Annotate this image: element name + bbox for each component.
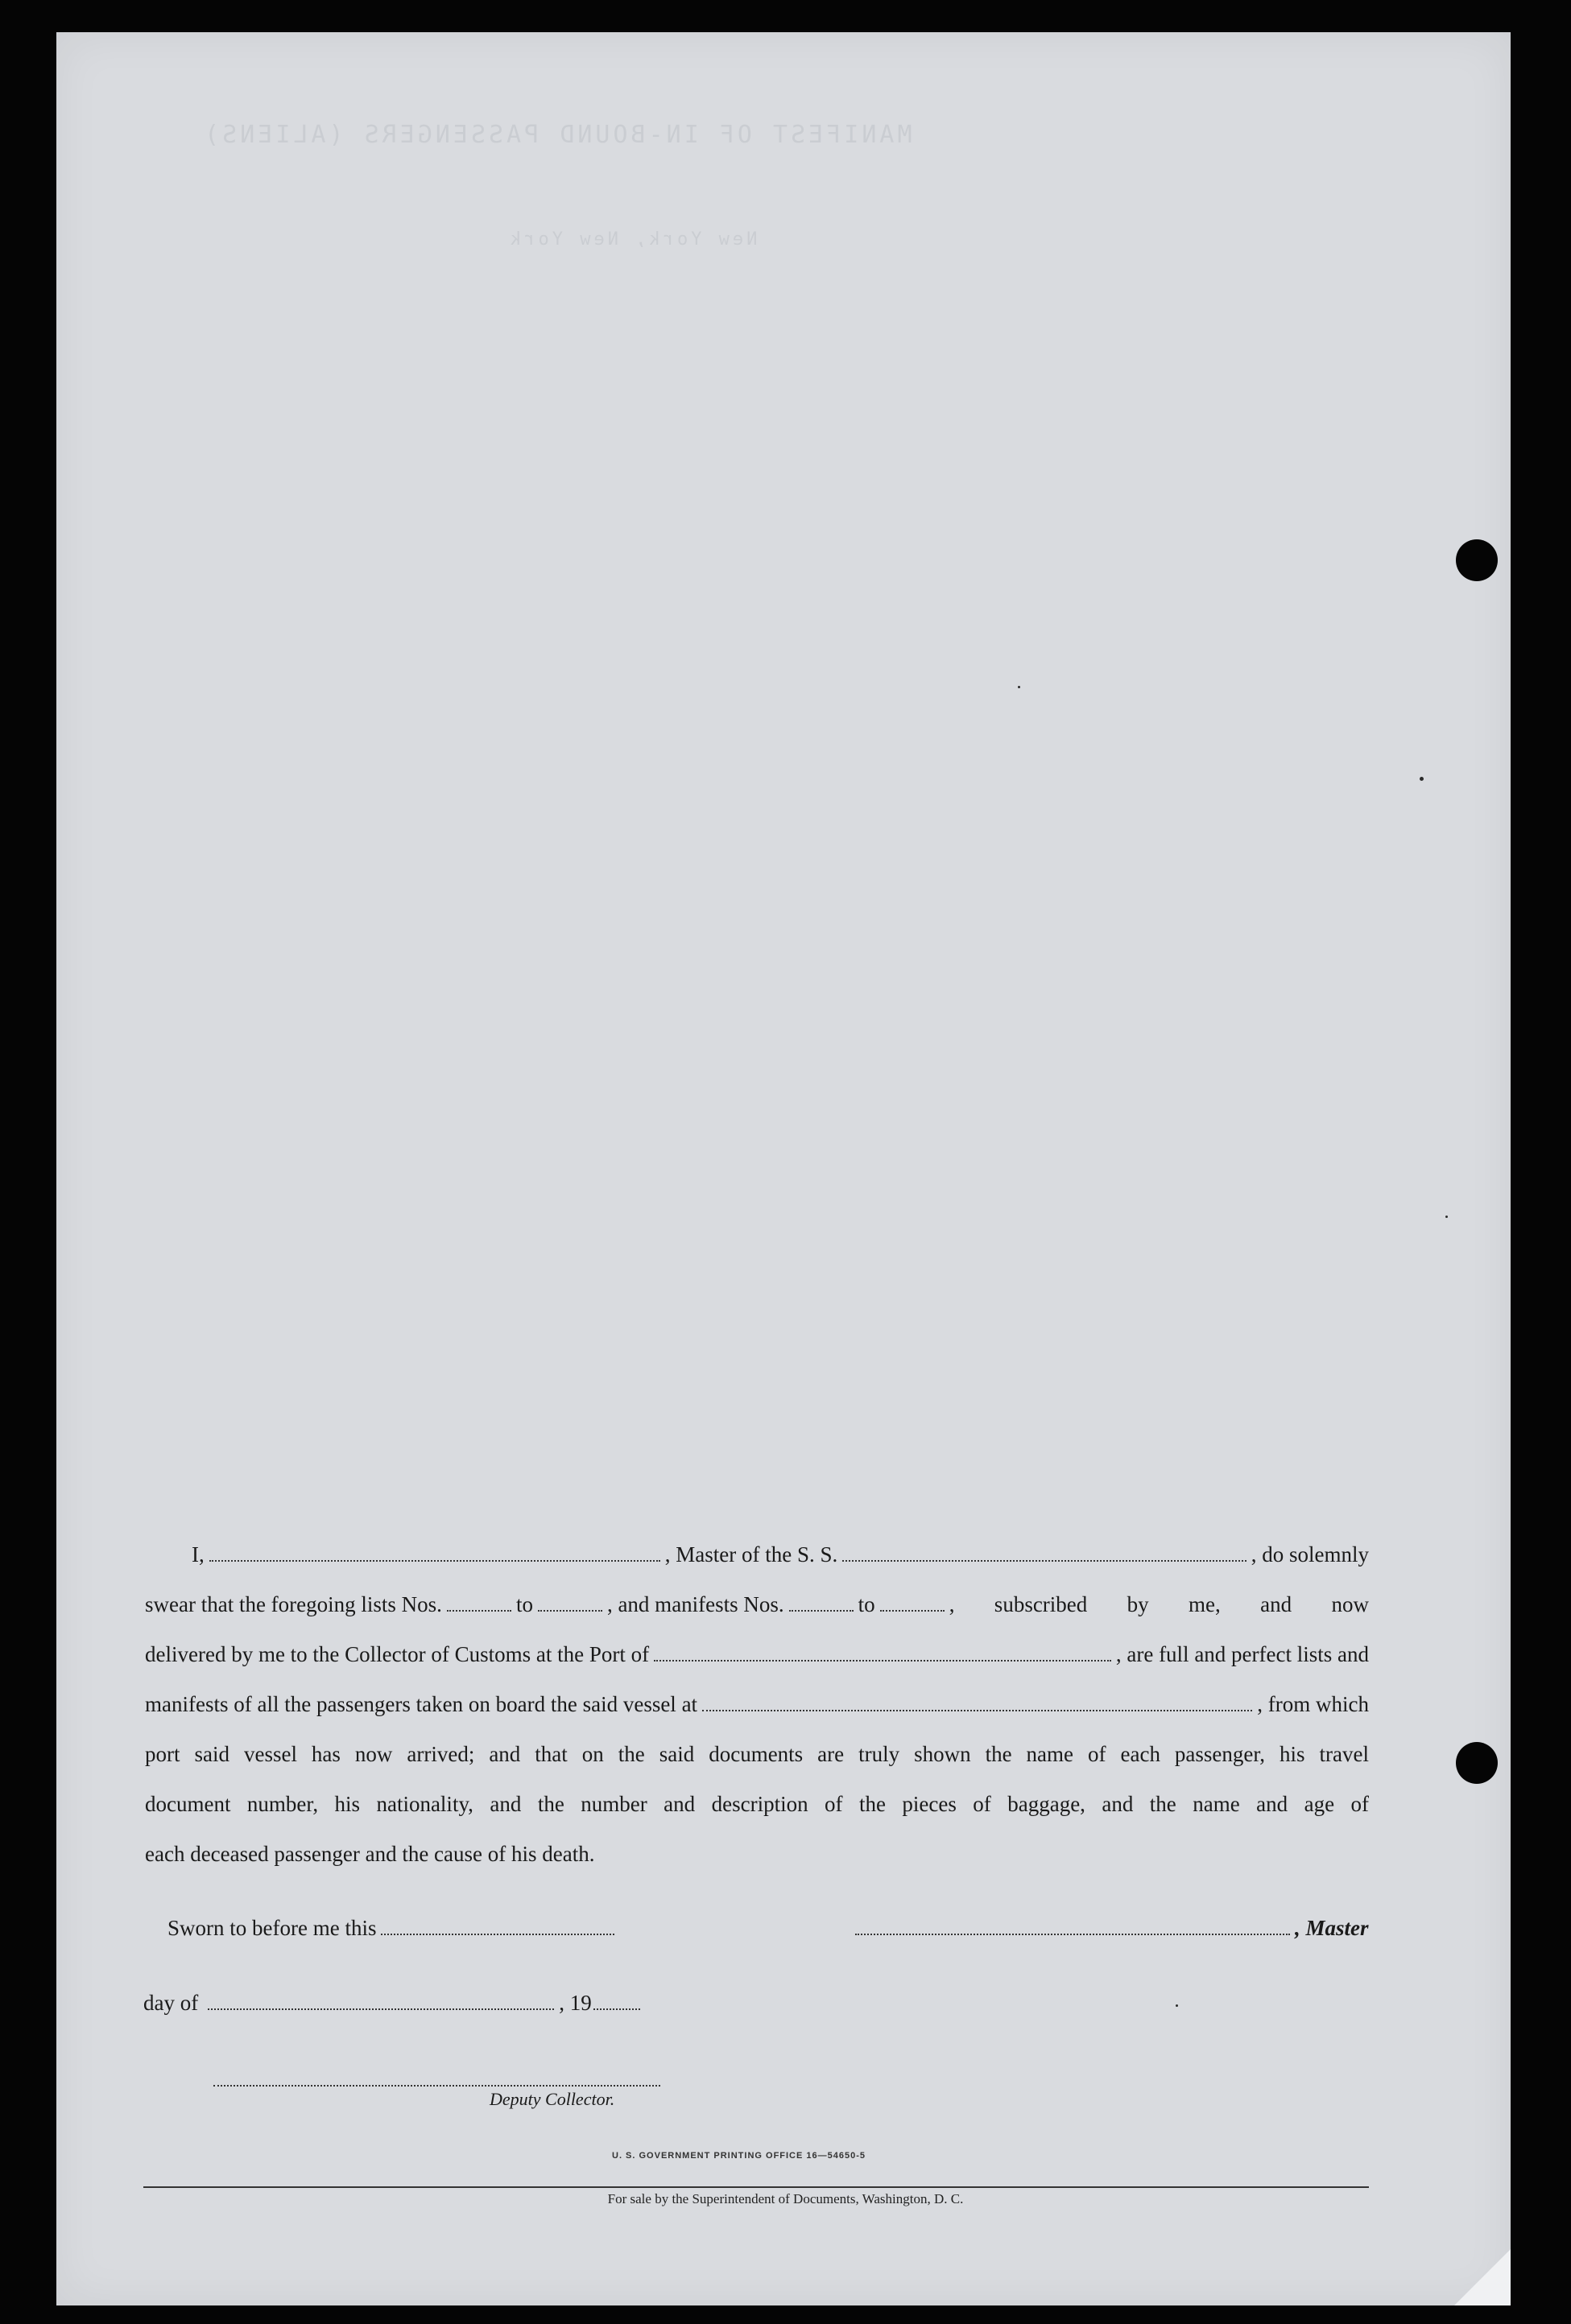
printer-imprint: U. S. GOVERNMENT PRINTING OFFICE 16—54650-5 (612, 2151, 866, 2161)
taken-on-board-label: manifests of all the passengers taken on board the said vessel at (145, 1692, 698, 1716)
day-month-field[interactable] (208, 1991, 554, 2010)
master-signature-line (855, 1916, 1369, 1941)
full-perfect-text: , are full and perfect lists and (1115, 1642, 1369, 1666)
lists-nos-label: swear that the foregoing lists Nos. (145, 1592, 442, 1616)
deputy-collector-signature-field[interactable] (213, 2085, 660, 2087)
punch-hole-bottom (1456, 1742, 1498, 1784)
collector-port-label: delivered by me to the Collector of Customs at the Port of (145, 1642, 650, 1666)
bleedthrough-title: MANIFEST OF IN-BOUND PASSENGERS (ALIENS) (201, 121, 912, 149)
master-of-ss-label: , Master of the S. S. (664, 1542, 838, 1567)
sworn-date-field[interactable] (381, 1916, 614, 1935)
port-of-embarkation-field[interactable] (702, 1692, 1252, 1711)
affidavit-line-6 (145, 1779, 1369, 1829)
affidavit-line-7 (145, 1829, 1369, 1879)
do-solemnly-text: , do solemnly (1251, 1542, 1369, 1567)
manifests-to-label: to (858, 1592, 875, 1616)
lists-from-field[interactable] (447, 1592, 511, 1612)
affidavit-line-5 (145, 1729, 1369, 1779)
sale-notice: For sale by the Superintendent of Documents, Washington, D. C. (607, 2191, 964, 2206)
year-prefix-label: , 19 (559, 1991, 592, 2015)
manifests-from-field[interactable] (789, 1592, 854, 1612)
year-field[interactable] (593, 1991, 640, 2010)
lists-to-label: to (515, 1592, 533, 1616)
vessel-name-field[interactable] (842, 1542, 1246, 1562)
document-page (56, 32, 1511, 2305)
bleedthrough-port: New York, New York (507, 229, 758, 250)
manifests-to-field[interactable] (880, 1592, 945, 1612)
manifests-nos-label: , and manifests Nos. (606, 1592, 784, 1616)
affidavit-text-6: document number, his nationality, and the number and description of the pieces of baggage, and the name and age of (145, 1792, 1369, 1816)
speck (1018, 686, 1020, 688)
deputy-collector-label: Deputy Collector. (490, 2089, 615, 2109)
master-label: , Master (1295, 1916, 1369, 1940)
affidavit-line-3 (145, 1629, 1369, 1679)
master-name-field[interactable] (209, 1542, 660, 1562)
sworn-line (167, 1916, 619, 1941)
affidavit-line-2 (145, 1579, 1369, 1629)
footer-rule (143, 2186, 1369, 2188)
affidavit-text-7: each deceased passenger and the cause of his death. (145, 1842, 595, 1866)
sworn-label: Sworn to before me this (167, 1916, 377, 1940)
master-signature-field[interactable] (855, 1916, 1290, 1935)
page-corner-fold (1454, 2249, 1511, 2305)
day-of-label: day of (143, 1991, 199, 2015)
from-which-text: , from which (1257, 1692, 1369, 1716)
speck (1445, 1216, 1448, 1218)
speck (1420, 777, 1424, 781)
affidavit-i: I, (192, 1542, 205, 1567)
punch-hole-top (1456, 539, 1498, 581)
port-of-arrival-field[interactable] (654, 1642, 1111, 1661)
subscribed-text: , subscribed by me, and now (949, 1592, 1369, 1616)
day-of-line (143, 1991, 645, 2016)
lists-to-field[interactable] (538, 1592, 602, 1612)
master-affidavit (145, 1529, 1369, 1879)
speck (1176, 2004, 1178, 2007)
affidavit-text-5: port said vessel has now arrived; and that on the said documents are truly shown the name of each passenger, his travel (145, 1742, 1369, 1766)
affidavit-line-1 (145, 1529, 1369, 1579)
affidavit-line-4 (145, 1679, 1369, 1729)
